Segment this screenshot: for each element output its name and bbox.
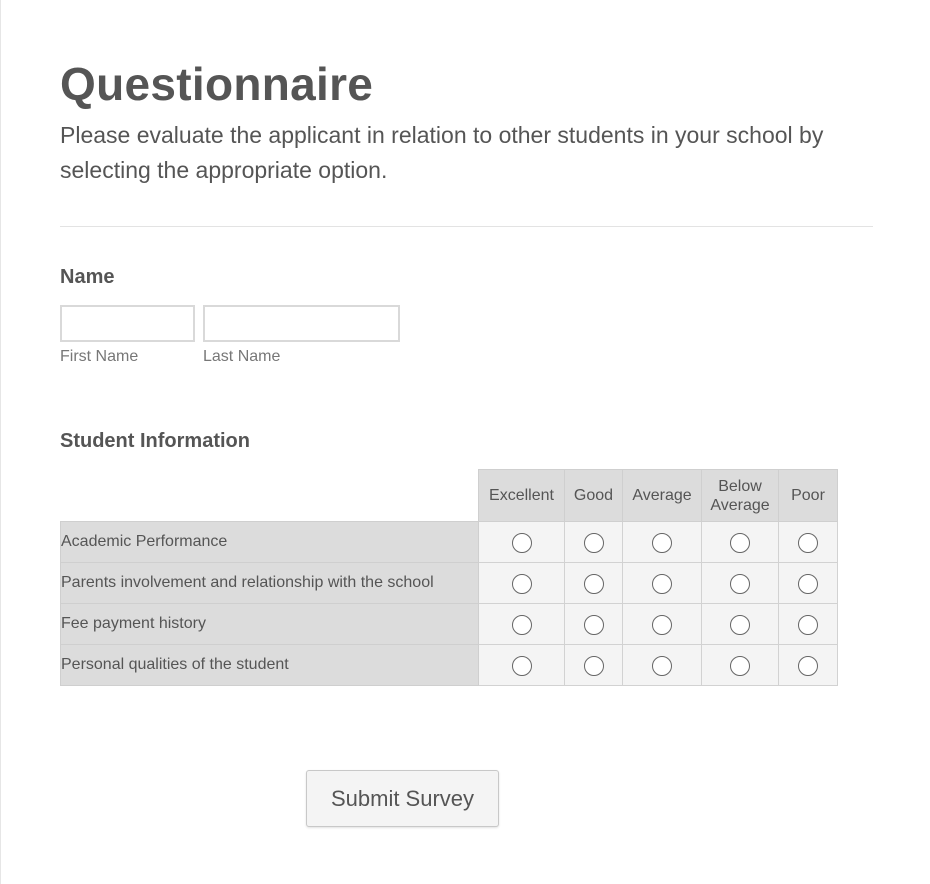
option-cell[interactable]	[779, 645, 838, 686]
row-label-academic-performance: Academic Performance	[61, 522, 479, 563]
radio-below-average[interactable]	[730, 615, 750, 635]
radio-below-average[interactable]	[730, 656, 750, 676]
option-cell[interactable]	[702, 604, 779, 645]
student-information-label: Student Information	[60, 430, 250, 452]
option-cell[interactable]	[779, 522, 838, 563]
row-label-parents-involvement: Parents involvement and relationship with the school	[61, 563, 479, 604]
table-row	[61, 604, 838, 645]
radio-good[interactable]	[584, 615, 604, 635]
option-cell[interactable]	[623, 563, 702, 604]
table-row	[61, 645, 838, 686]
option-cell[interactable]	[565, 604, 623, 645]
radio-average[interactable]	[652, 615, 672, 635]
column-header-below-average	[702, 470, 779, 522]
radio-average[interactable]	[652, 574, 672, 594]
radio-good[interactable]	[584, 574, 604, 594]
radio-poor[interactable]	[798, 533, 818, 553]
column-header-excellent: Excellent	[479, 470, 565, 522]
option-cell[interactable]	[479, 645, 565, 686]
first-name-sublabel: First Name	[60, 348, 139, 365]
option-cell[interactable]	[702, 645, 779, 686]
radio-average[interactable]	[652, 656, 672, 676]
radio-poor[interactable]	[798, 656, 818, 676]
option-cell[interactable]	[623, 522, 702, 563]
option-cell[interactable]	[702, 563, 779, 604]
option-cell[interactable]	[779, 604, 838, 645]
radio-average[interactable]	[652, 533, 672, 553]
option-cell[interactable]	[479, 522, 565, 563]
option-cell[interactable]	[565, 563, 623, 604]
page-subtitle: Please evaluate the applicant in relation to other students in your school by selecting the appropriate option.	[60, 122, 824, 183]
column-header-average: Average	[623, 470, 702, 522]
option-cell[interactable]	[702, 522, 779, 563]
radio-below-average[interactable]	[730, 533, 750, 553]
radio-excellent[interactable]	[512, 615, 532, 635]
header-divider	[60, 226, 873, 227]
page-title: Questionnaire	[60, 58, 374, 110]
column-header-poor: Poor	[779, 470, 838, 522]
matrix-corner	[61, 470, 479, 522]
last-name-sublabel: Last Name	[203, 348, 281, 365]
rating-matrix	[60, 469, 838, 686]
form-header	[60, 56, 873, 188]
first-name-input[interactable]	[60, 305, 195, 342]
option-cell[interactable]	[779, 563, 838, 604]
radio-below-average[interactable]	[730, 574, 750, 594]
column-header-below-average-label: Below Average	[710, 477, 770, 514]
radio-good[interactable]	[584, 533, 604, 553]
radio-excellent[interactable]	[512, 574, 532, 594]
option-cell[interactable]	[623, 604, 702, 645]
radio-good[interactable]	[584, 656, 604, 676]
option-cell[interactable]	[565, 522, 623, 563]
option-cell[interactable]	[623, 645, 702, 686]
row-label-fee-payment-history: Fee payment history	[61, 604, 479, 645]
table-row	[61, 563, 838, 604]
radio-excellent[interactable]	[512, 656, 532, 676]
option-cell[interactable]	[479, 604, 565, 645]
radio-poor[interactable]	[798, 615, 818, 635]
radio-excellent[interactable]	[512, 533, 532, 553]
matrix-header-row	[61, 470, 838, 522]
radio-poor[interactable]	[798, 574, 818, 594]
name-label: Name	[60, 266, 115, 288]
table-row	[61, 522, 838, 563]
submit-survey-button[interactable]: Submit Survey	[306, 770, 499, 827]
option-cell[interactable]	[479, 563, 565, 604]
column-header-good: Good	[565, 470, 623, 522]
last-name-input[interactable]	[203, 305, 400, 342]
row-label-personal-qualities: Personal qualities of the student	[61, 645, 479, 686]
option-cell[interactable]	[565, 645, 623, 686]
